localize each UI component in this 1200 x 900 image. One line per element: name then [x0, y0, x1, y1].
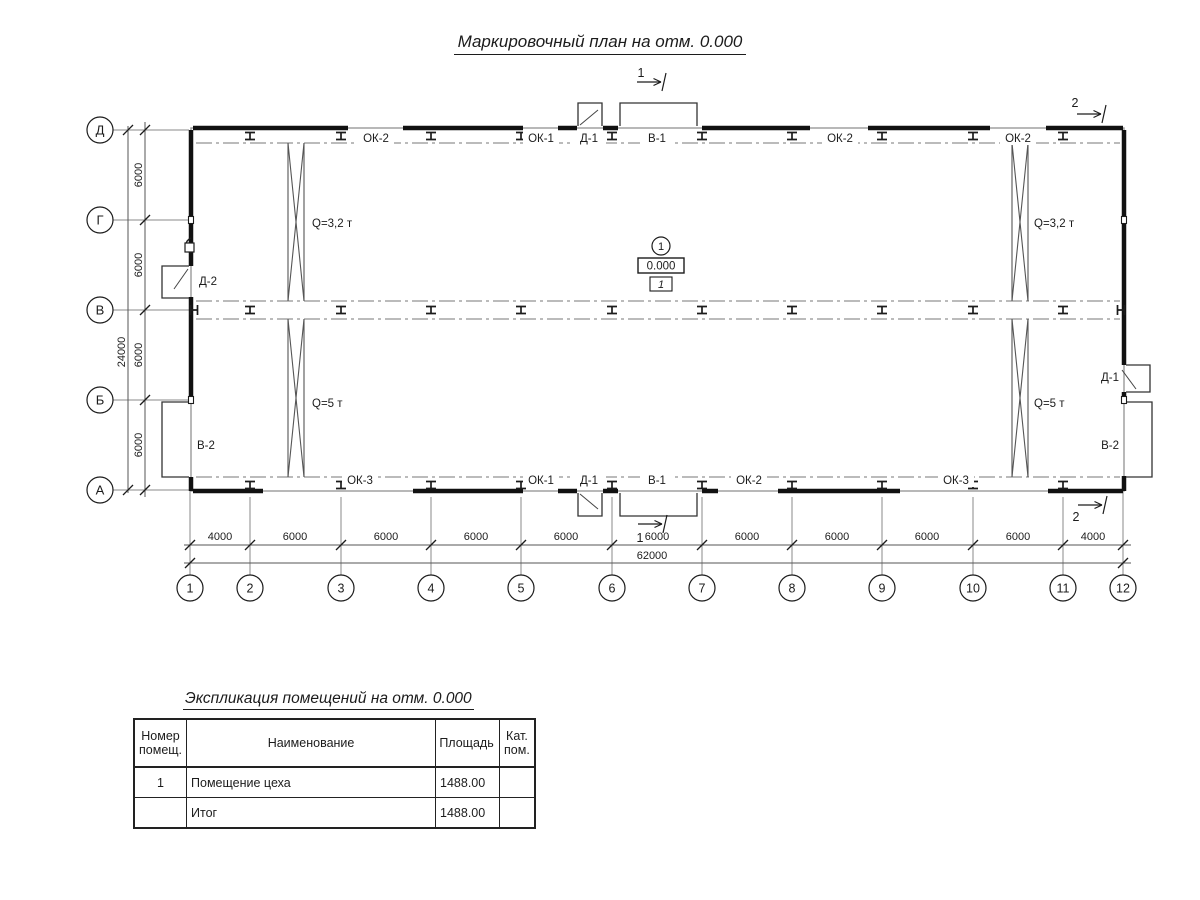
opening-label: ОК-2 [363, 133, 389, 145]
wall-bands [191, 128, 1124, 491]
door-leaves [174, 110, 1136, 509]
porch-right-door [1126, 365, 1150, 392]
col-axis-6: 7 [698, 581, 706, 596]
cell-name: Помещение цеха [187, 767, 436, 798]
opening-label: Д-1 [579, 133, 599, 145]
section-mark-2-top: 2 [1071, 96, 1079, 110]
header-room-number: Номер помещ. [134, 719, 187, 767]
cell-name: Итог [187, 798, 436, 829]
opening-label: В-1 [648, 133, 666, 145]
crane-bridge-right-lower [1012, 319, 1028, 477]
section-mark-1-bottom: 1 [636, 531, 644, 545]
opening-label: Д-2 [199, 276, 218, 288]
cell-category [500, 767, 535, 798]
col-axis-10: 11 [1056, 581, 1070, 596]
row-axis-3: Б [95, 392, 105, 408]
wall-canopy-box [185, 243, 194, 252]
col-axis-2: 3 [337, 581, 345, 596]
porch-top-door [578, 103, 602, 126]
room-ref: 1 [657, 279, 665, 291]
dimension-lines [128, 122, 1131, 563]
col-axis-11: 12 [1116, 581, 1130, 596]
row-axis-lines [113, 130, 190, 490]
crane-label-left-upper: Q=3,2 т [312, 218, 353, 230]
col-axis-7: 8 [788, 581, 796, 596]
dim-bottom-1: 4000 [207, 531, 233, 543]
dim-bottom-7: 6000 [734, 531, 760, 543]
col-axis-0: 1 [186, 581, 194, 596]
explication-title: Экспликация помещений на отм. 0.000 [183, 690, 474, 708]
opening-label: ОК-3 [347, 475, 373, 487]
elevation-value: 0.000 [646, 260, 676, 273]
crane-bridge-right-upper [1012, 143, 1028, 301]
dim-left-4: 6000 [133, 432, 145, 458]
explication-table [133, 718, 536, 829]
row-axis-4: А [95, 482, 105, 498]
cell-room-number [134, 798, 187, 829]
col-axis-9: 10 [966, 581, 980, 596]
opening-label: ОК-1 [528, 133, 554, 145]
row-axis-labels [96, 123, 105, 498]
opening-label: В-2 [1101, 440, 1119, 452]
porch-bottom-gate [620, 493, 697, 516]
opening-label: В-2 [197, 440, 215, 452]
opening-label: ОК-2 [1005, 133, 1031, 145]
dim-bottom-2: 6000 [282, 531, 308, 543]
porches [162, 103, 1152, 516]
crane-runway-lines [196, 143, 1120, 477]
room-mark [638, 237, 684, 291]
section-marks [637, 66, 1107, 545]
opening-label: ОК-3 [943, 475, 969, 487]
cell-area: 1488.00 [436, 767, 500, 798]
table-header-row [134, 719, 535, 767]
dim-bottom-3: 6000 [373, 531, 399, 543]
dim-bottom-6: 6000 [644, 531, 670, 543]
opening-label: Д-1 [579, 475, 599, 487]
col-axis-5: 6 [608, 581, 616, 596]
row-axis-1: Г [96, 212, 104, 228]
cell-category [500, 798, 535, 829]
header-area: Площадь [436, 719, 500, 767]
porch-left-gate [162, 402, 189, 477]
col-axis-3: 4 [427, 581, 435, 596]
table-row [134, 798, 535, 829]
porch-bottom-door [578, 493, 602, 516]
opening-label: ОК-2 [736, 475, 762, 487]
dim-bottom-11: 4000 [1080, 531, 1106, 543]
row-axis-0: Д [95, 122, 105, 138]
opening-label: ОК-2 [827, 133, 853, 145]
columns-middle-row [245, 307, 1068, 314]
dim-left-2: 6000 [133, 252, 145, 278]
dim-bottom-5: 6000 [553, 531, 579, 543]
opening-label: Д-1 [1100, 372, 1119, 384]
section-mark-2-bottom: 2 [1072, 510, 1080, 524]
dimension-ticks [123, 125, 1128, 568]
dim-bottom-4: 6000 [463, 531, 489, 543]
dim-left-1: 6000 [133, 162, 145, 188]
cell-area: 1488.00 [436, 798, 500, 829]
dim-left-total: 24000 [116, 336, 128, 368]
porch-left-door [162, 266, 189, 298]
crane-bridge-left-lower [288, 319, 304, 477]
dim-bottom-10: 6000 [1005, 531, 1031, 543]
porch-right-gate [1126, 402, 1152, 477]
opening-label: ОК-1 [528, 475, 554, 487]
side-wall-labels [197, 276, 1119, 452]
col-axis-8: 9 [878, 581, 886, 596]
crane-bridge-left-upper [288, 143, 304, 301]
col-axis-1: 2 [246, 581, 254, 596]
porch-top-gate [620, 103, 697, 126]
row-axis-2: В [95, 302, 105, 318]
dim-bottom-total: 62000 [636, 550, 668, 562]
table-row [134, 767, 535, 798]
cell-room-number: 1 [134, 767, 187, 798]
dim-bottom-8: 6000 [824, 531, 850, 543]
header-category: Кат. пом. [500, 719, 535, 767]
dim-left-3: 6000 [133, 342, 145, 368]
room-number-bubble: 1 [657, 241, 665, 253]
crane-label-right-lower: Q=5 т [1034, 398, 1065, 410]
opening-label: В-1 [648, 475, 666, 487]
dim-bottom-9: 6000 [914, 531, 940, 543]
plan-title: Маркировочный план на отм. 0.000 [0, 32, 1200, 52]
building-outline [191, 128, 1124, 491]
col-axis-bubbles [177, 575, 1136, 601]
section-mark-1-top: 1 [637, 66, 645, 80]
col-axis-4: 5 [517, 581, 525, 596]
bottom-wall-labels [342, 473, 974, 487]
crane-label-right-upper: Q=3,2 т [1034, 218, 1075, 230]
crane-label-left-lower: Q=5 т [312, 398, 343, 410]
header-name: Наименование [187, 719, 436, 767]
